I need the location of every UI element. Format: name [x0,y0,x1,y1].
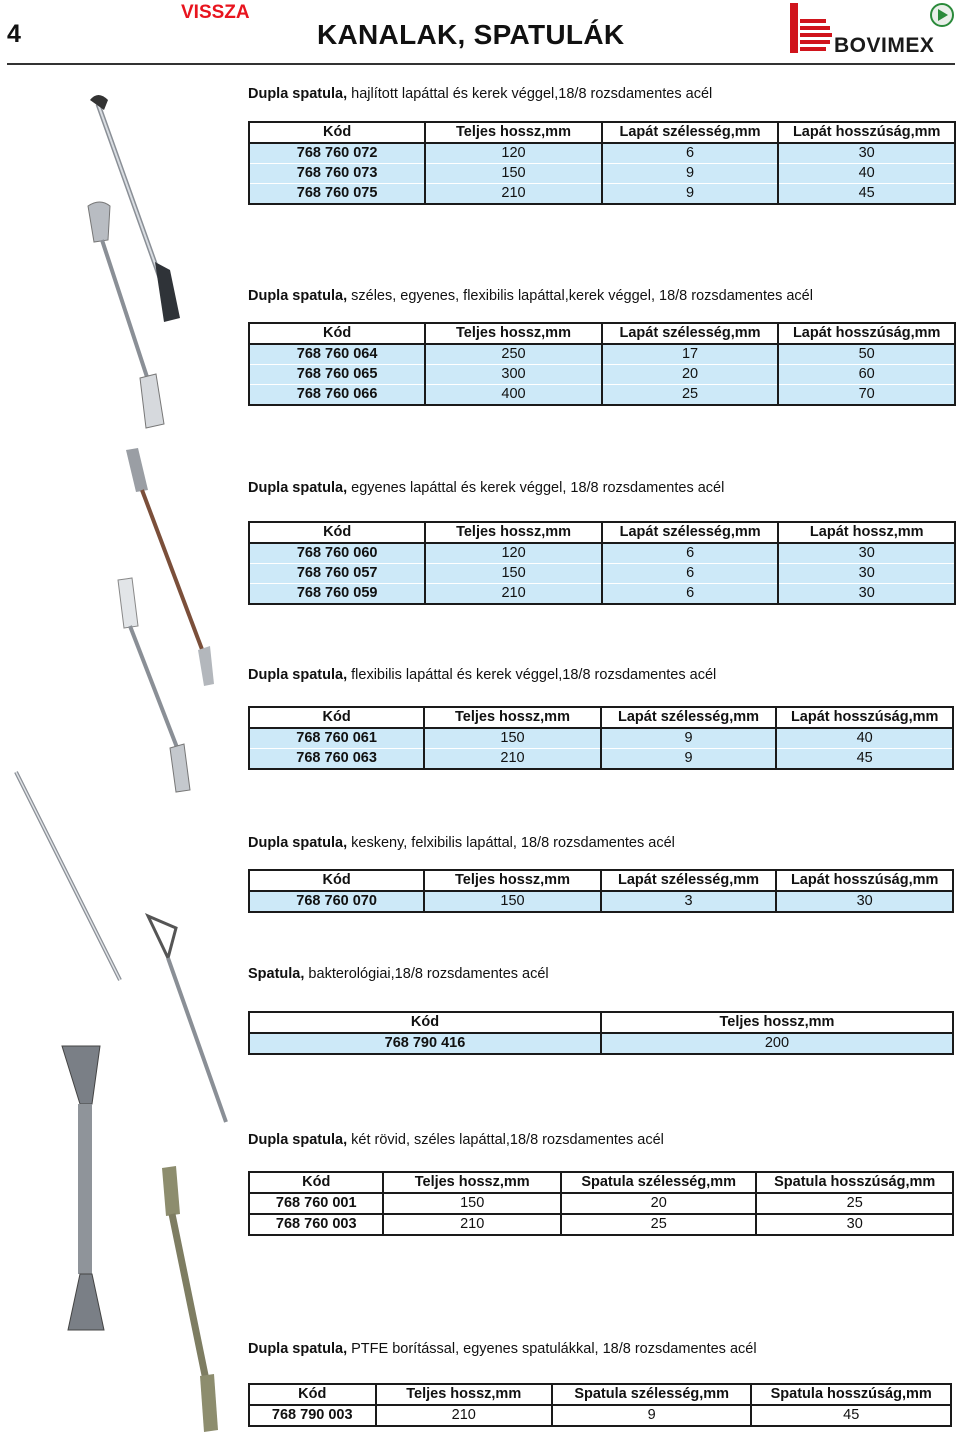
table-cell: 70 [778,385,955,406]
product-section-3 [248,479,724,497]
product-section-8 [248,1340,757,1358]
table-cell: 300 [425,365,601,385]
table-row [249,1033,953,1054]
product-description: PTFE borítással, egyenes spatulákkal, 18/8 rozsdamentes acél [347,1341,757,1357]
table-cell: 9 [602,164,779,184]
table-cell: 30 [778,584,955,605]
spatula-ptfe-image [162,1166,218,1432]
product-code: 768 760 001 [249,1193,383,1214]
page-number: 4 [7,20,21,48]
table-cell: 6 [602,564,779,584]
section-title [248,479,724,497]
table-cell: 30 [778,543,955,564]
table-row [249,365,955,385]
spec-table-1 [248,121,956,205]
table-row [249,143,955,164]
table-cell: 150 [425,564,602,584]
table-cell: 9 [552,1405,751,1426]
column-header: Lapát szélesség,mm [602,323,779,344]
table-cell: 200 [601,1033,953,1054]
product-code: 768 760 070 [249,891,424,912]
bovimex-logo [788,1,956,59]
column-header: Kód [249,707,424,728]
column-header: Kód [249,1172,383,1193]
column-header: Lapát szélesség,mm [601,870,777,891]
product-name: Dupla spatula, [248,288,348,304]
table-row [249,1405,951,1426]
column-header: Lapát szélesség,mm [601,707,777,728]
table-cell: 30 [776,891,953,912]
table-cell: 40 [778,164,955,184]
spec-table-4 [248,706,954,770]
table-cell: 210 [376,1405,552,1426]
product-description: flexibilis lapáttal és kerek véggel,18/8 rozsdamentes acél [347,667,717,683]
product-section-1 [248,85,712,103]
section-title [248,834,675,852]
table-cell: 20 [602,365,779,385]
table-cell: 250 [425,344,601,365]
product-name: Spatula, [248,966,305,982]
column-header: Teljes hossz,mm [424,870,600,891]
product-description: bakterológiai,18/8 rozsdamentes acél [304,966,549,982]
column-header: Teljes hossz,mm [376,1384,552,1405]
product-code: 768 760 059 [249,584,425,605]
product-description: széles, egyenes, flexibilis lapáttal,kerek véggel, 18/8 rozsdamentes acél [347,288,813,304]
table-cell: 45 [778,184,955,205]
back-link[interactable]: VISSZA [181,2,250,23]
product-code: 768 790 003 [249,1405,376,1426]
section-title [248,965,549,983]
product-code: 768 760 064 [249,344,425,365]
table-header-row [249,1012,953,1033]
table-cell: 150 [383,1193,560,1214]
table-cell: 6 [602,143,779,164]
column-header: Kód [249,870,424,891]
table-cell: 9 [601,728,777,749]
table-cell: 150 [424,728,600,749]
spec-table-6 [248,1011,954,1055]
table-header-row [249,1172,953,1193]
spec-table-8 [248,1383,952,1427]
table-header-row [249,122,955,143]
table-cell: 40 [776,728,953,749]
spatula-short-wide-image [62,1046,104,1330]
product-photos [0,0,250,1439]
product-section-2 [248,287,813,305]
spec-table-2 [248,322,956,406]
column-header: Teljes hossz,mm [601,1012,953,1033]
column-header: Lapát hosszúság,mm [778,323,955,344]
table-cell: 30 [778,143,955,164]
column-header: Lapát hosszúság,mm [776,707,953,728]
column-header: Kód [249,1012,601,1033]
column-header: Teljes hossz,mm [424,707,600,728]
table-cell: 210 [424,749,600,770]
table-cell: 20 [561,1193,757,1214]
column-header: Spatula hosszúság,mm [756,1172,953,1193]
table-row [249,164,955,184]
column-header: Teljes hossz,mm [425,122,601,143]
table-cell: 6 [602,543,779,564]
column-header: Spatula szélesség,mm [561,1172,757,1193]
product-description: keskeny, felxibilis lapáttal, 18/8 rozsdamentes acél [347,835,675,851]
table-cell: 150 [425,164,601,184]
table-header-row [249,707,953,728]
product-code: 768 790 416 [249,1033,601,1054]
section-title [248,1340,757,1358]
table-cell: 210 [425,584,602,605]
page-title: KANALAK, SPATULÁK [317,19,625,50]
table-row [249,564,955,584]
product-code: 768 760 060 [249,543,425,564]
column-header: Kód [249,1384,376,1405]
table-cell: 45 [776,749,953,770]
table-row [249,1214,953,1235]
table-cell: 25 [602,385,779,406]
product-code: 768 760 072 [249,143,425,164]
product-section-6 [248,965,549,983]
table-header-row [249,522,955,543]
table-row [249,184,955,205]
table-cell: 210 [425,184,601,205]
spatula-bacteriological-image [148,916,226,1122]
table-cell: 120 [425,543,602,564]
column-header: Kód [249,522,425,543]
column-header: Teljes hossz,mm [383,1172,560,1193]
table-cell: 400 [425,385,601,406]
product-name: Dupla spatula, [248,1341,348,1357]
spec-table-5 [248,869,954,913]
table-cell: 3 [601,891,777,912]
product-code: 768 760 057 [249,564,425,584]
table-cell: 30 [778,564,955,584]
table-row [249,385,955,406]
table-cell: 50 [778,344,955,365]
column-header: Teljes hossz,mm [425,323,601,344]
table-row [249,543,955,564]
product-name: Dupla spatula, [248,86,348,102]
spec-table-7 [248,1171,954,1236]
product-code: 768 760 003 [249,1214,383,1235]
table-cell: 30 [756,1214,953,1235]
product-name: Dupla spatula, [248,1132,348,1148]
table-row [249,344,955,365]
column-header: Lapát hosszúság,mm [778,122,955,143]
table-cell: 25 [756,1193,953,1214]
table-cell: 120 [425,143,601,164]
table-header-row [249,870,953,891]
product-code: 768 760 073 [249,164,425,184]
table-cell: 9 [602,184,779,205]
product-code: 768 760 066 [249,385,425,406]
product-section-5 [248,834,675,852]
table-row [249,1193,953,1214]
table-header-row [249,1384,951,1405]
table-cell: 17 [602,344,779,365]
logo-text: BOVIMEX [834,34,935,57]
table-cell: 210 [383,1214,560,1235]
product-description: két rövid, széles lapáttal,18/8 rozsdamentes acél [347,1132,664,1148]
product-code: 768 760 063 [249,749,424,770]
product-code: 768 760 075 [249,184,425,205]
column-header: Kód [249,122,425,143]
product-name: Dupla spatula, [248,835,348,851]
product-code: 768 760 065 [249,365,425,385]
section-title [248,1131,664,1149]
section-title [248,85,712,103]
section-title [248,287,813,305]
section-title [248,666,716,684]
column-header: Lapát hosszúság,mm [776,870,953,891]
product-section-4 [248,666,716,684]
spatula-narrow-image [16,772,120,980]
column-header: Spatula hosszúság,mm [751,1384,951,1405]
product-code: 768 760 061 [249,728,424,749]
spatula-wide-image [88,202,164,428]
column-header: Lapát szélesség,mm [602,122,779,143]
product-description: egyenes lapáttal és kerek véggel, 18/8 rozsdamentes acél [347,480,725,496]
product-name: Dupla spatula, [248,667,348,683]
table-row [249,749,953,770]
table-cell: 45 [751,1405,951,1426]
spec-table-3 [248,521,956,605]
column-header: Kód [249,323,425,344]
spatula-flexible-image [118,578,190,792]
table-cell: 150 [424,891,600,912]
table-cell: 60 [778,365,955,385]
table-cell: 6 [602,584,779,605]
table-row [249,584,955,605]
column-header: Lapát szélesség,mm [602,522,779,543]
table-header-row [249,323,955,344]
product-name: Dupla spatula, [248,480,348,496]
table-cell: 9 [601,749,777,770]
product-description: hajlított lapáttal és kerek véggel,18/8 rozsdamentes acél [347,86,713,102]
table-row [249,728,953,749]
table-cell: 25 [561,1214,757,1235]
column-header: Spatula szélesség,mm [552,1384,751,1405]
column-header: Lapát hossz,mm [778,522,955,543]
column-header: Teljes hossz,mm [425,522,602,543]
product-section-7 [248,1131,664,1149]
table-row [249,891,953,912]
